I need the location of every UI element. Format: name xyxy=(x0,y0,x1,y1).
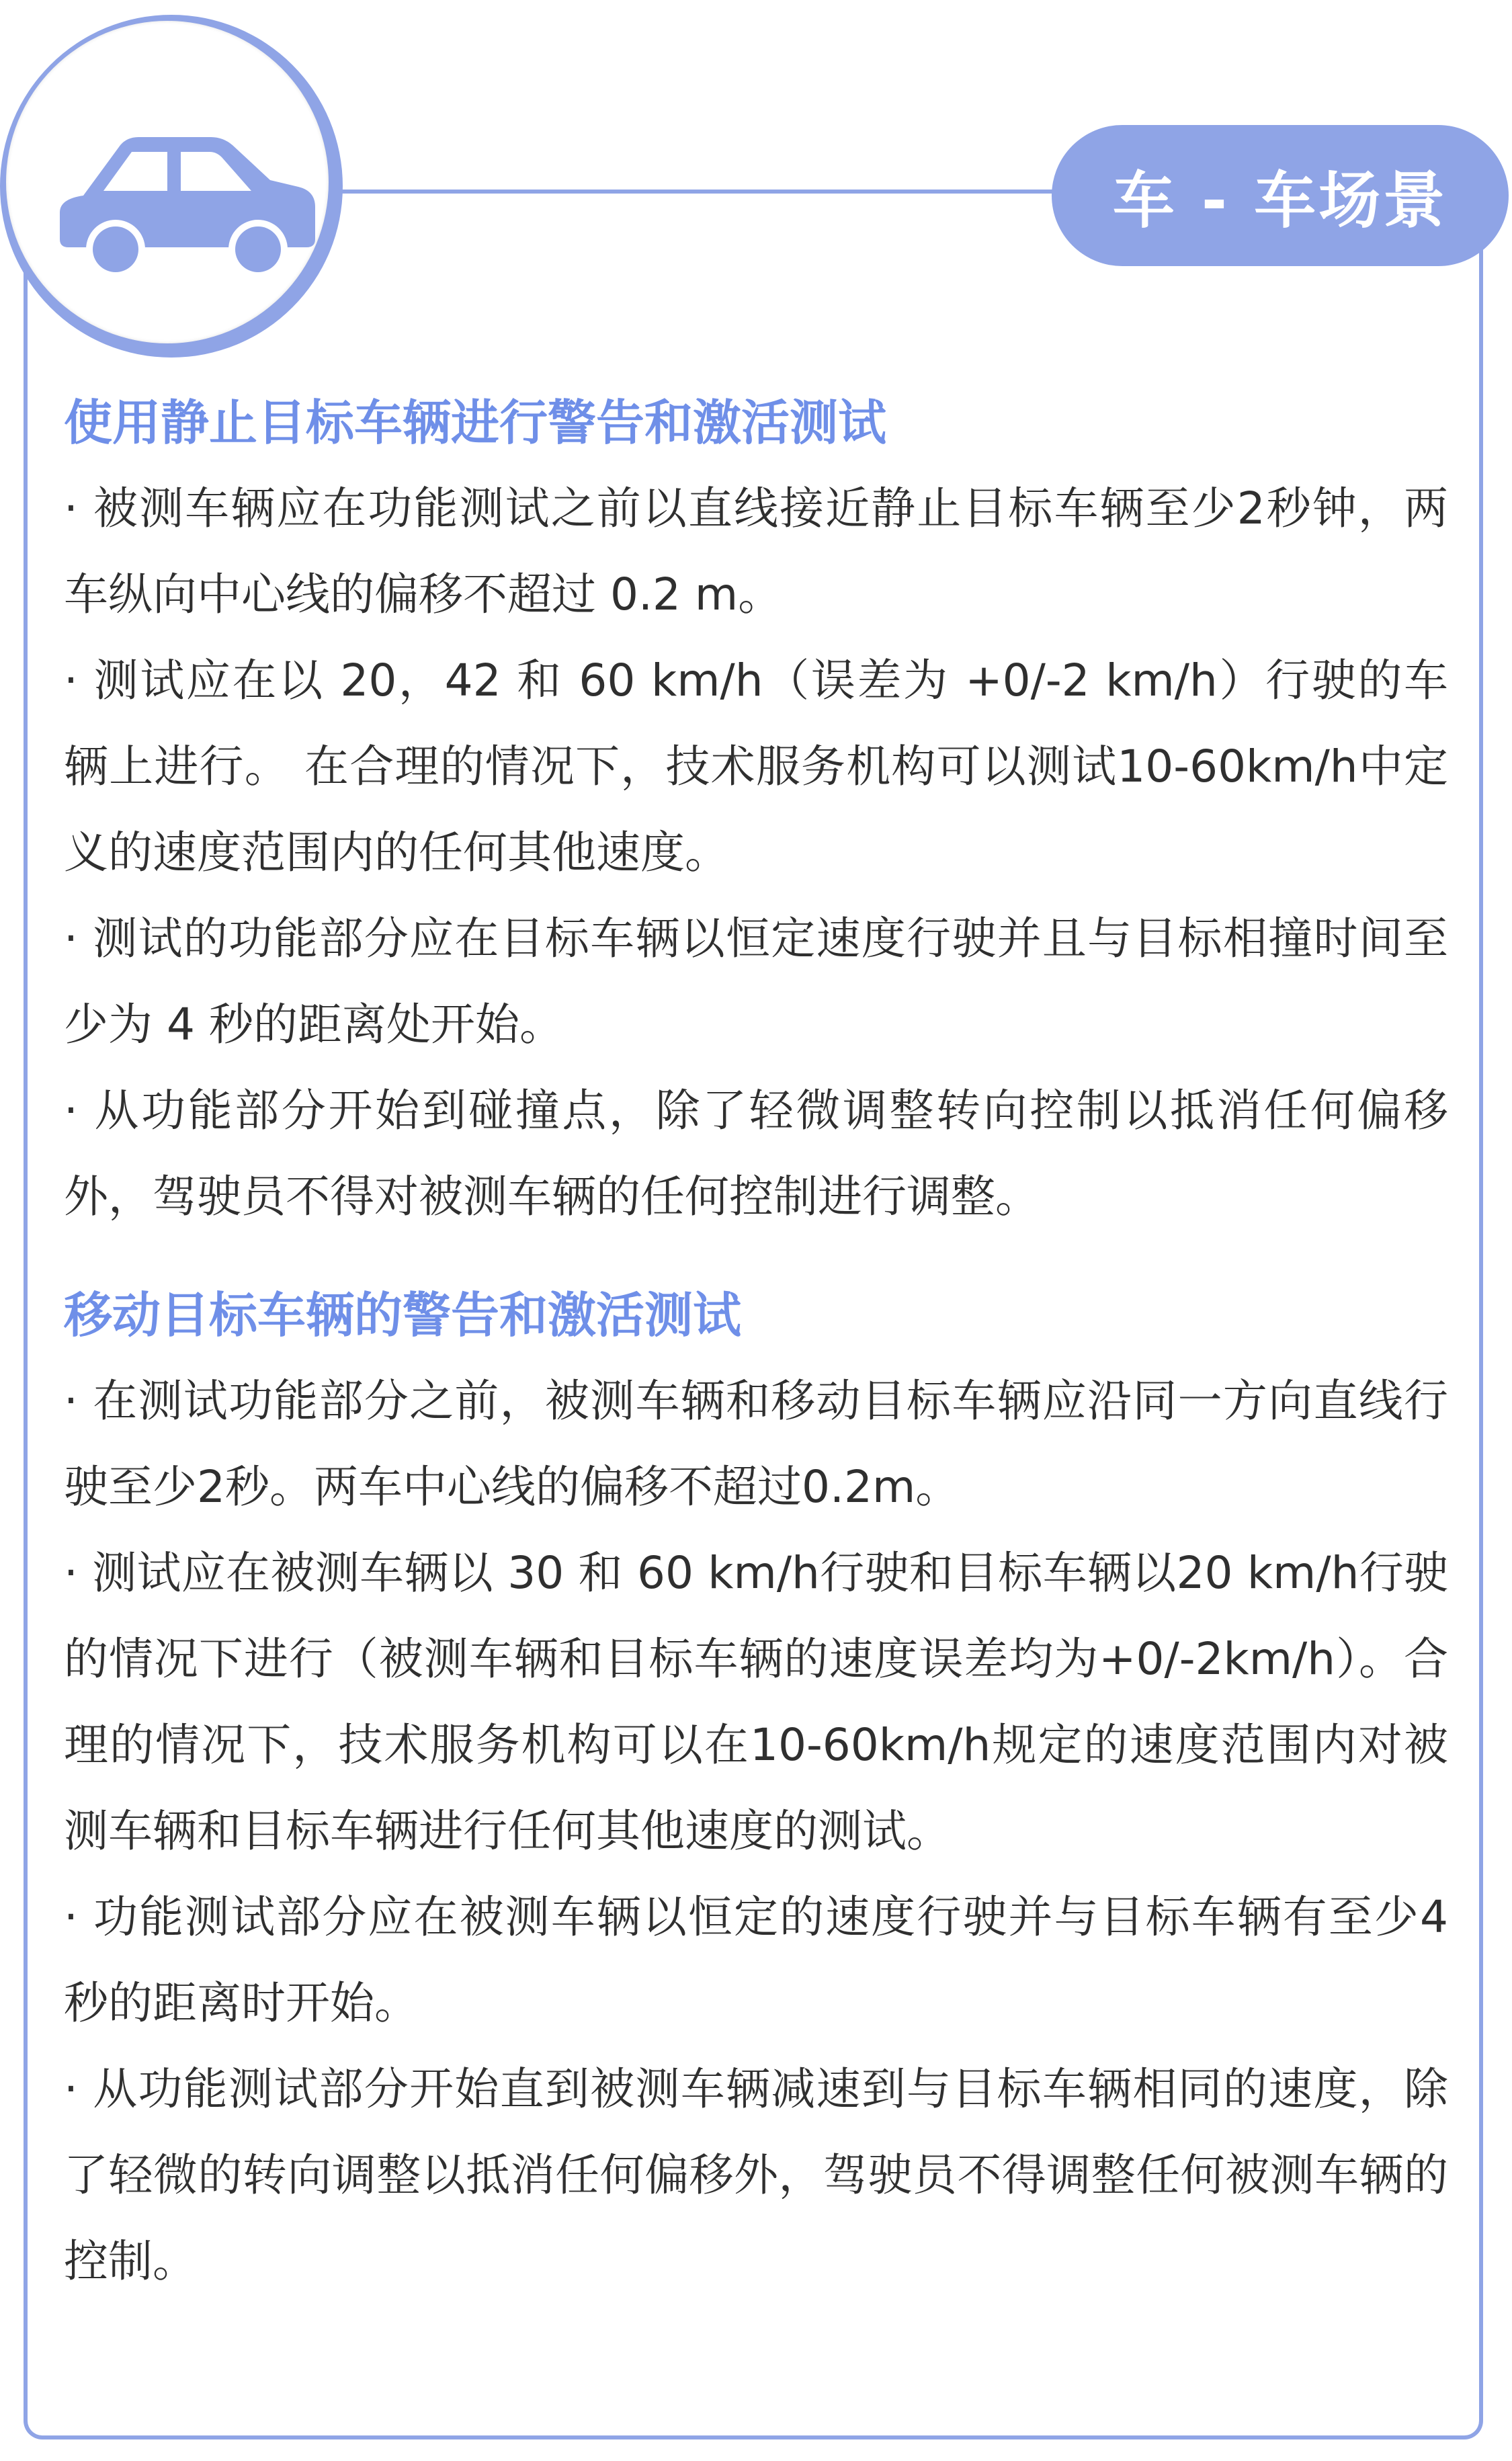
list-item: · 从功能部分开始到碰撞点，除了轻微调整转向控制以抵消任何偏移外，驾驶员不得对被测车辆的任何控制进行调整。 xyxy=(64,1085,1448,1222)
icon-badge-inner xyxy=(6,21,329,343)
list-item: · 测试的功能部分应在目标车辆以恒定速度行驶并且与目标相撞时间至少为 4 秒的距离处开始。 xyxy=(64,913,1448,1050)
list-item: · 功能测试部分应在被测车辆以恒定的速度行驶并与目标车辆有至少4秒的距离时开始。 xyxy=(64,1891,1448,2029)
list-item: · 测试应在被测车辆以 30 和 60 km/h行驶和目标车辆以20 km/h行驶的情况下进行（被测车辆和目标车辆的速度误差均为+0/-2km/h）。合理的情况下，技术服务机构可以在10-60km/h规定的速度范围内对被测车辆和目标车辆进行任何其他速度的测试。 xyxy=(64,1547,1448,1857)
icon-badge xyxy=(0,15,343,358)
section-title-badge: 车 - 车场景 xyxy=(1052,125,1509,266)
section-heading: 使用静止目标车辆进行警告和激活测试 xyxy=(64,394,887,451)
list-item: · 被测车辆应在功能测试之前以直线接近静止目标车辆至少2秒钟，两车纵向中心线的偏移不超过 0.2 m。 xyxy=(64,483,1448,620)
section-spacer xyxy=(64,1240,1448,1272)
list-item: · 从功能测试部分开始直到被测车辆减速到与目标车辆相同的速度，除了轻微的转向调整以抵消任何偏移外，驾驶员不得调整任何被测车辆的控制。 xyxy=(64,2063,1448,2287)
car-icon xyxy=(56,132,319,283)
list-item: · 在测试功能部分之前，被测车辆和移动目标车辆应沿同一方向直线行驶至少2秒。两车中心线的偏移不超过0.2m。 xyxy=(64,1375,1448,1513)
list-item: · 测试应在以 20，42 和 60 km/h（误差为 +0/-2 km/h）行驶的车辆上进行。 在合理的情况下，技术服务机构可以测试10-60km/h中定义的速度范围内的任何其他速度。 xyxy=(64,655,1448,878)
main-content xyxy=(64,380,1448,2304)
header-divider-line xyxy=(336,190,1075,194)
section-heading: 移动目标车辆的警告和激活测试 xyxy=(64,1287,742,1343)
